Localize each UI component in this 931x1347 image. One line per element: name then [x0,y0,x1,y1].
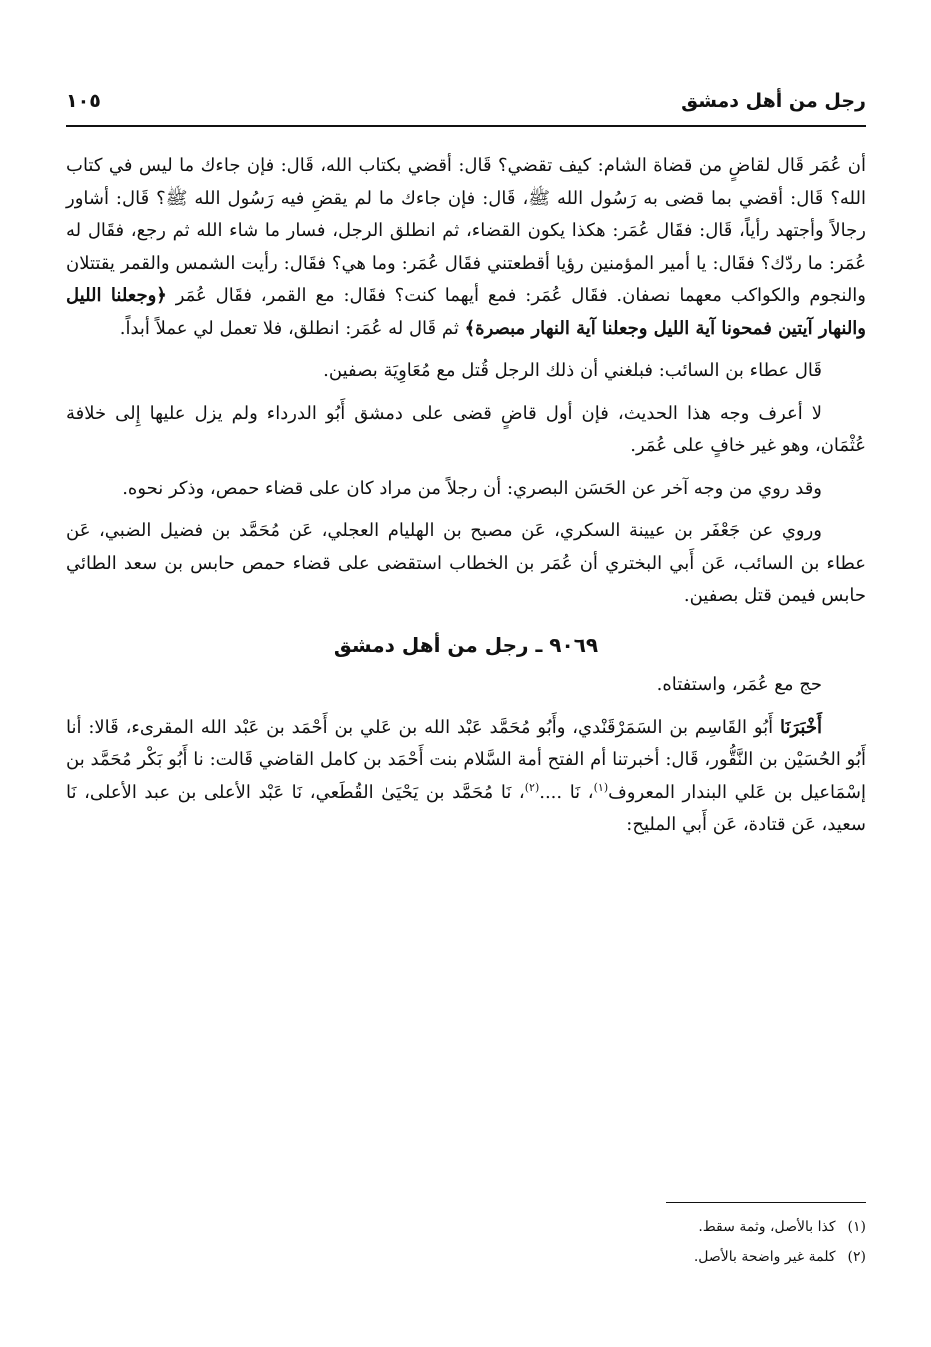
paragraph-1-text-a: أن عُمَر قَال لقاضٍ من قضاة الشام: كيف تقضي؟ قَال: أقضي بكتاب الله، قَال: فإن جاءك ما ليس في كتاب الله؟ قَال: أقضي بما قضى به رَسُول الله ﷺ، قَال: فإن جاءك ما لم يقضِ فيه رَسُول الله ﷺ؟ قَال: أشاور رجالاً وأجتهد رأياً، قَال: فقَال عُمَر: هكذا يكون القضاء، ثم انطلق الرجل، فسار ما شاء الله ثم رجع، فقَال له عُمَر: ما ردّك؟ فقَال: يا أمير المؤمنين رؤيا أقطعتني فقَال عُمَر: وما هي؟ فقَال: رأيت الشمس والقمر يقتتلان والنجوم والكواكب معهما نصفان. فقَال عُمَر: فمع أيهما كنت؟ فقَال: مع القمر، فقَال عُمَر [66,155,866,306]
footnote-text: كلمة غير واضحة بالأصل. [693,1249,836,1265]
page-number: ١٠٥ [66,90,101,112]
footnote-2 [66,1242,866,1272]
isnad-text-c: ، نَا مُحَمَّد بن يَحْيَىٰ القُطَعي، نَا عَبْد الأعلى بن عبد الأعلى، نَا سعيد، عَن قتادة، عَن أَبي المليح: [66,781,866,835]
isnad-lead-word: أَخْبَرَنَا [780,716,822,738]
body-text [66,150,866,852]
isnad-text-a: أَبُو القَاسِم بن السَمَرْقَنْدي، وأَبُو مُحَمَّد عَبْد الله بن عَلي بن أَحْمَد بن عَبْد الله المقرىء، قَالا: أنا أَبُو الحُسَيْن بن النَّقُّور، قَال: أخبرتنا أم الفتح أمة السَّلام بنت أَحْمَد بن كامل القاضي قَالت: نا أَبُو بَكْر مُحَمَّد بن إسْمَاعيل بن عَلي البندار المعروف [66,716,866,803]
footnote-number: (١) [847,1219,866,1235]
footnote-text: كذا بالأصل، وثمة سقط. [698,1219,836,1235]
isnad-paragraph [66,712,866,842]
paragraph-5: وروي عن جَعْفَر بن عيينة السكري، عَن مصبح بن الهليام العجلي، عَن مُحَمَّد بن فضيل الضبي، عَن عطاء بن السائب، عَن أَبي البختري أن عُمَر بن الخطاب استقضى على قضاء حمص حابس بن سعد الطائي حابس فيمن قتل بصفين. [66,520,866,606]
isnad-text-b: ، نَا .... [539,781,594,803]
paragraph-1-text-b: ثم قَال له عُمَر: انطلق، فلا تعمل لي عملاً أبداً. [119,317,459,339]
running-title: رجل من أهل دمشق [681,90,866,112]
footnote-number: (٢) [847,1249,866,1265]
paragraph-4: وقد روي من وجه آخر عن الحَسَن البصري: أن رجلاً من مراد كان على قضاء حمص، وذكر نحوه. [122,477,822,499]
footnote-rule [666,1202,866,1203]
paragraph-3: لا أعرف وجه هذا الحديث، فإن أول قاضٍ قضى على دمشق أَبُو الدرداء ولم يزل عليها إِلى خلافة عُثْمَان، وهو غير خافٍ على عُمَر. [66,402,866,456]
header-rule [66,125,866,127]
running-header [66,84,866,120]
quran-quote: ﴿وجعلنا الليل والنهار آيتين فمحونا آية الليل وجعلنا آية النهار مبصرة﴾ [66,285,866,339]
footnote-ref-2[interactable]: (٢) [524,780,540,794]
paragraph-1 [66,150,866,345]
section-heading: ٩٠٦٩ ـ رجل من أهل دمشق [333,632,599,657]
footnotes [66,1212,866,1272]
section-intro: حج مع عُمَر، واستفتاه. [656,674,822,695]
paragraph-2: قَال عطاء بن السائب: فبلغني أن ذلك الرجل قُتل مع مُعَاوِيَة بصفين. [323,360,822,381]
footnote-1 [66,1212,866,1242]
footnote-ref-1[interactable]: (١) [593,780,609,794]
